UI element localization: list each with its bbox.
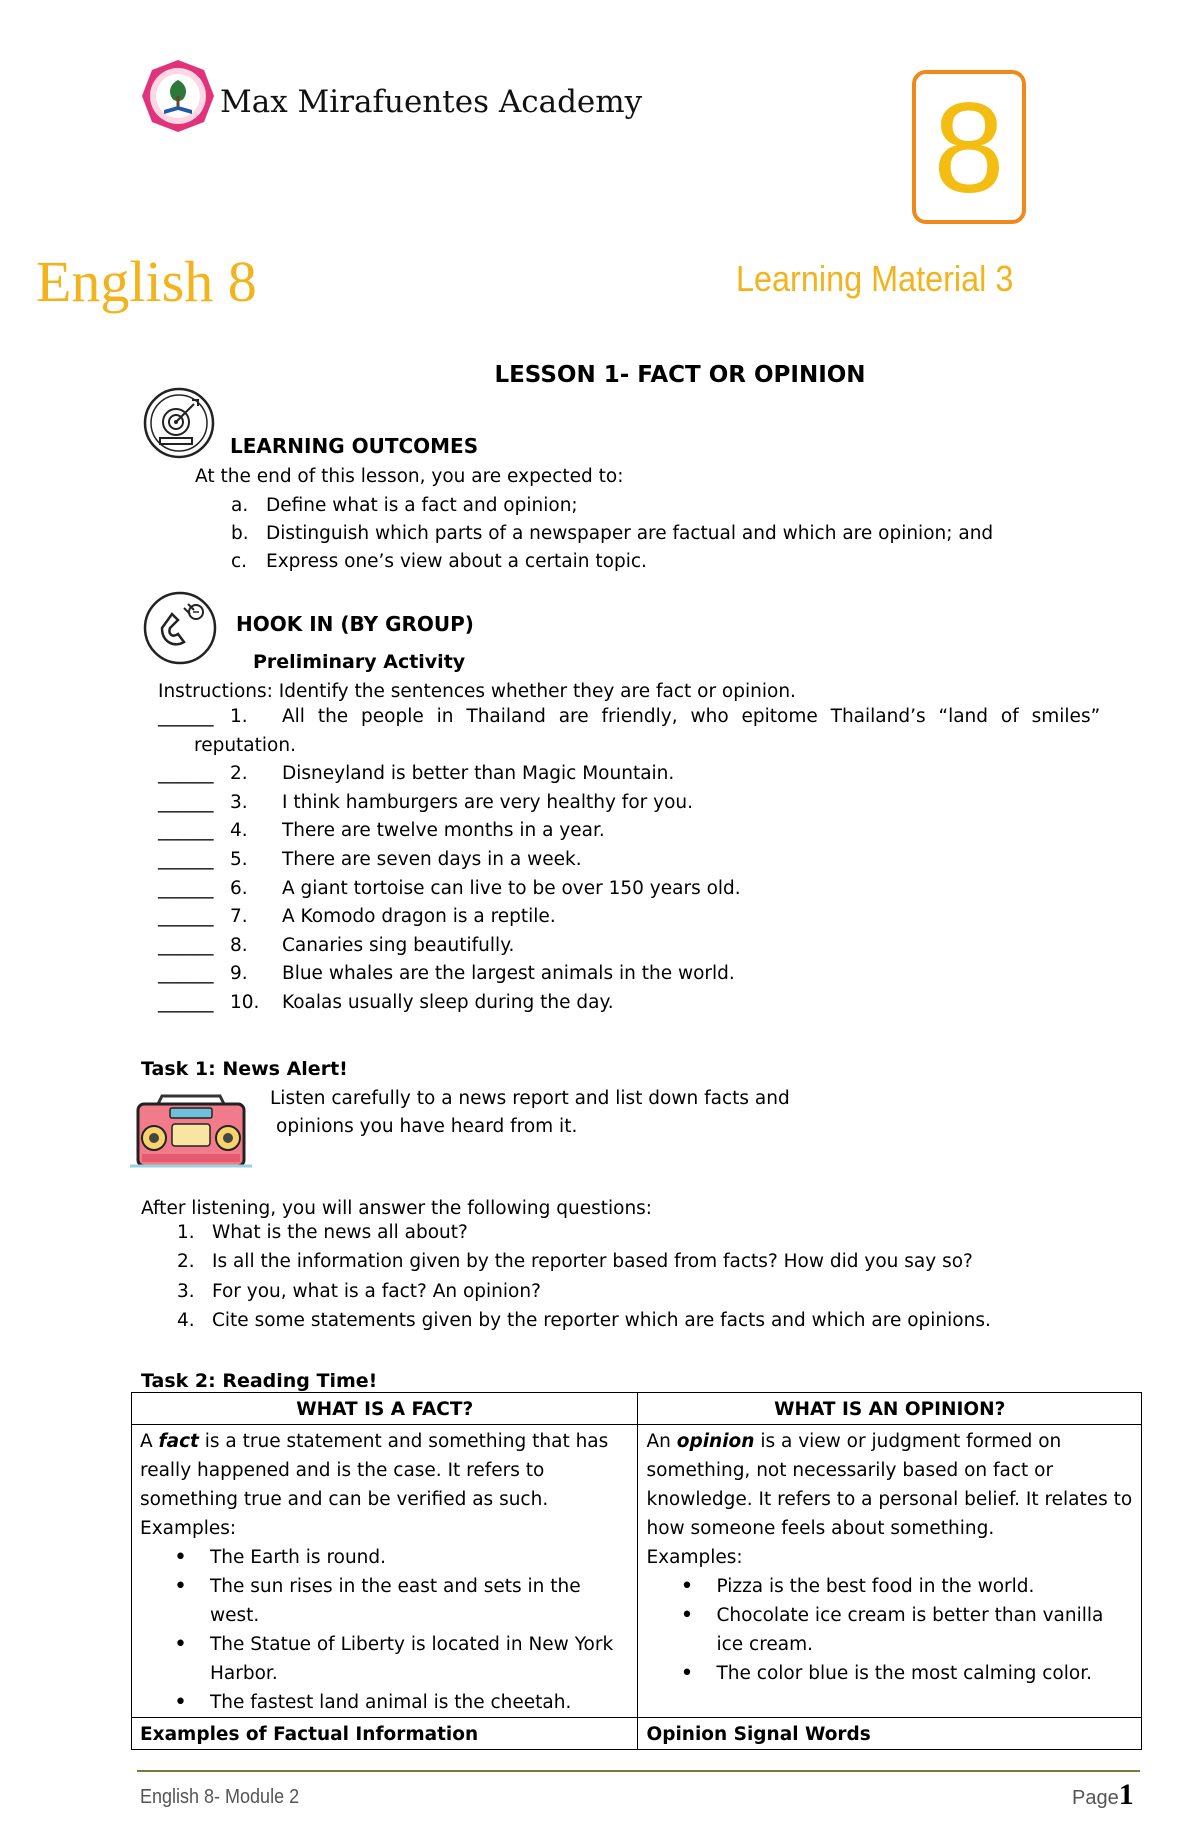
hook-instructions: Instructions: Identify the sentences whether they are fact or opinion. [158,681,796,702]
fact-examples-label: Examples: [140,1518,237,1539]
task1-line-2: opinions you have heard from it. [276,1116,578,1137]
table-row [132,1425,1142,1718]
school-logo [140,58,216,134]
task2-heading: Task 2: Reading Time! [141,1370,378,1392]
list-item: ______ 9. Blue whales are the largest animals in the world. [158,963,735,985]
subject-title: English 8 [36,249,257,314]
boombox-icon [128,1092,254,1172]
outcomes-intro: At the end of this lesson, you are expected to: [195,466,624,487]
outcomes-list [231,492,993,576]
list-item: • Pizza is the best food in the world. [646,1572,1133,1601]
footer-divider [137,1770,1140,1772]
fact-examples [140,1543,629,1717]
task1-heading: Task 1: News Alert! [141,1058,348,1080]
material-title: Learning Material 3 [736,258,1014,299]
fact-definition: A fact is a true statement and something that has really happened and is the case. It refers to something true and can be verified as such. [140,1431,609,1510]
list-item: • The color blue is the most calming color. [646,1659,1133,1688]
opinion-footer: Opinion Signal Words [638,1718,1142,1750]
list-item: • Chocolate ice cream is better than vanilla ice cream. [646,1601,1133,1659]
list-item: ______ 5. There are seven days in a week. [158,848,582,870]
task1-line-1: Listen carefully to a news report and list down facts and [270,1088,790,1109]
opinion-cell [638,1425,1142,1718]
list-item: ______ 8. Canaries sing beautifully. [158,934,515,956]
list-item: ______ 6. A giant tortoise can live to be over 150 years old. [158,877,741,899]
target-icon [142,386,216,460]
list-item: • The sun rises in the east and sets in the west. [140,1572,629,1630]
fact-opinion-table [131,1392,1142,1750]
list-item: • The fastest land animal is the cheetah. [140,1688,629,1717]
list-item: ______ 3. I think hamburgers are very healthy for you. [158,791,694,813]
list-item: ______ 1. All the people in Thailand are friendly, who epitome Thailand’s “land of smiles” [158,706,1101,727]
table-header-row [132,1393,1142,1425]
list-item: a. Define what is a fact and opinion; [231,495,578,516]
school-name: Max Mirafuentes Academy [220,84,643,120]
table-footer-row [132,1718,1142,1750]
list-item: ______ 10. Koalas usually sleep during the day. [158,991,614,1013]
footer-page: Page1 [1072,1778,1134,1811]
footer-module: English 8- Module 2 [140,1786,300,1808]
hook-subheading: Preliminary Activity [253,651,466,673]
list-item: • The Statue of Liberty is located in New York Harbor. [140,1630,629,1688]
list-item: • The Earth is round. [140,1543,629,1572]
list-item: ______ 4. There are twelve months in a year. [158,820,605,842]
grade-number: 8 [933,77,1005,220]
opinion-examples [646,1572,1133,1688]
lesson-title: LESSON 1- FACT OR OPINION [494,362,866,388]
fact-cell [132,1425,638,1718]
opinion-examples-label: Examples: [646,1547,743,1568]
fact-column-title: WHAT IS A FACT? [132,1393,638,1425]
list-item: c. Express one’s view about a certain topic. [231,551,647,572]
list-item: ______ 2. Disneyland is better than Magic Mountain. [158,763,675,785]
hook-heading: HOOK IN (BY GROUP) [236,612,474,636]
list-item: ______ 7. A Komodo dragon is a reptile. [158,906,556,928]
task1-after: After listening, you will answer the following questions: [141,1198,653,1219]
activity-items [158,706,1133,1021]
opinion-column-title: WHAT IS AN OPINION? [638,1393,1142,1425]
list-item: b. Distinguish which parts of a newspaper are factual and which are opinion; and [231,523,994,544]
outcomes-heading: LEARNING OUTCOMES [230,434,479,458]
list-item-continuation: reputation. [194,734,296,756]
page-number: 1 [1118,1778,1134,1811]
magnet-icon [142,590,216,664]
fact-footer: Examples of Factual Information [132,1718,638,1750]
opinion-definition: An opinion is a view or judgment formed on something, not necessarily based on fact or knowledge. It refers to a personal belief. It relates to how someone feels about something. [646,1431,1133,1539]
